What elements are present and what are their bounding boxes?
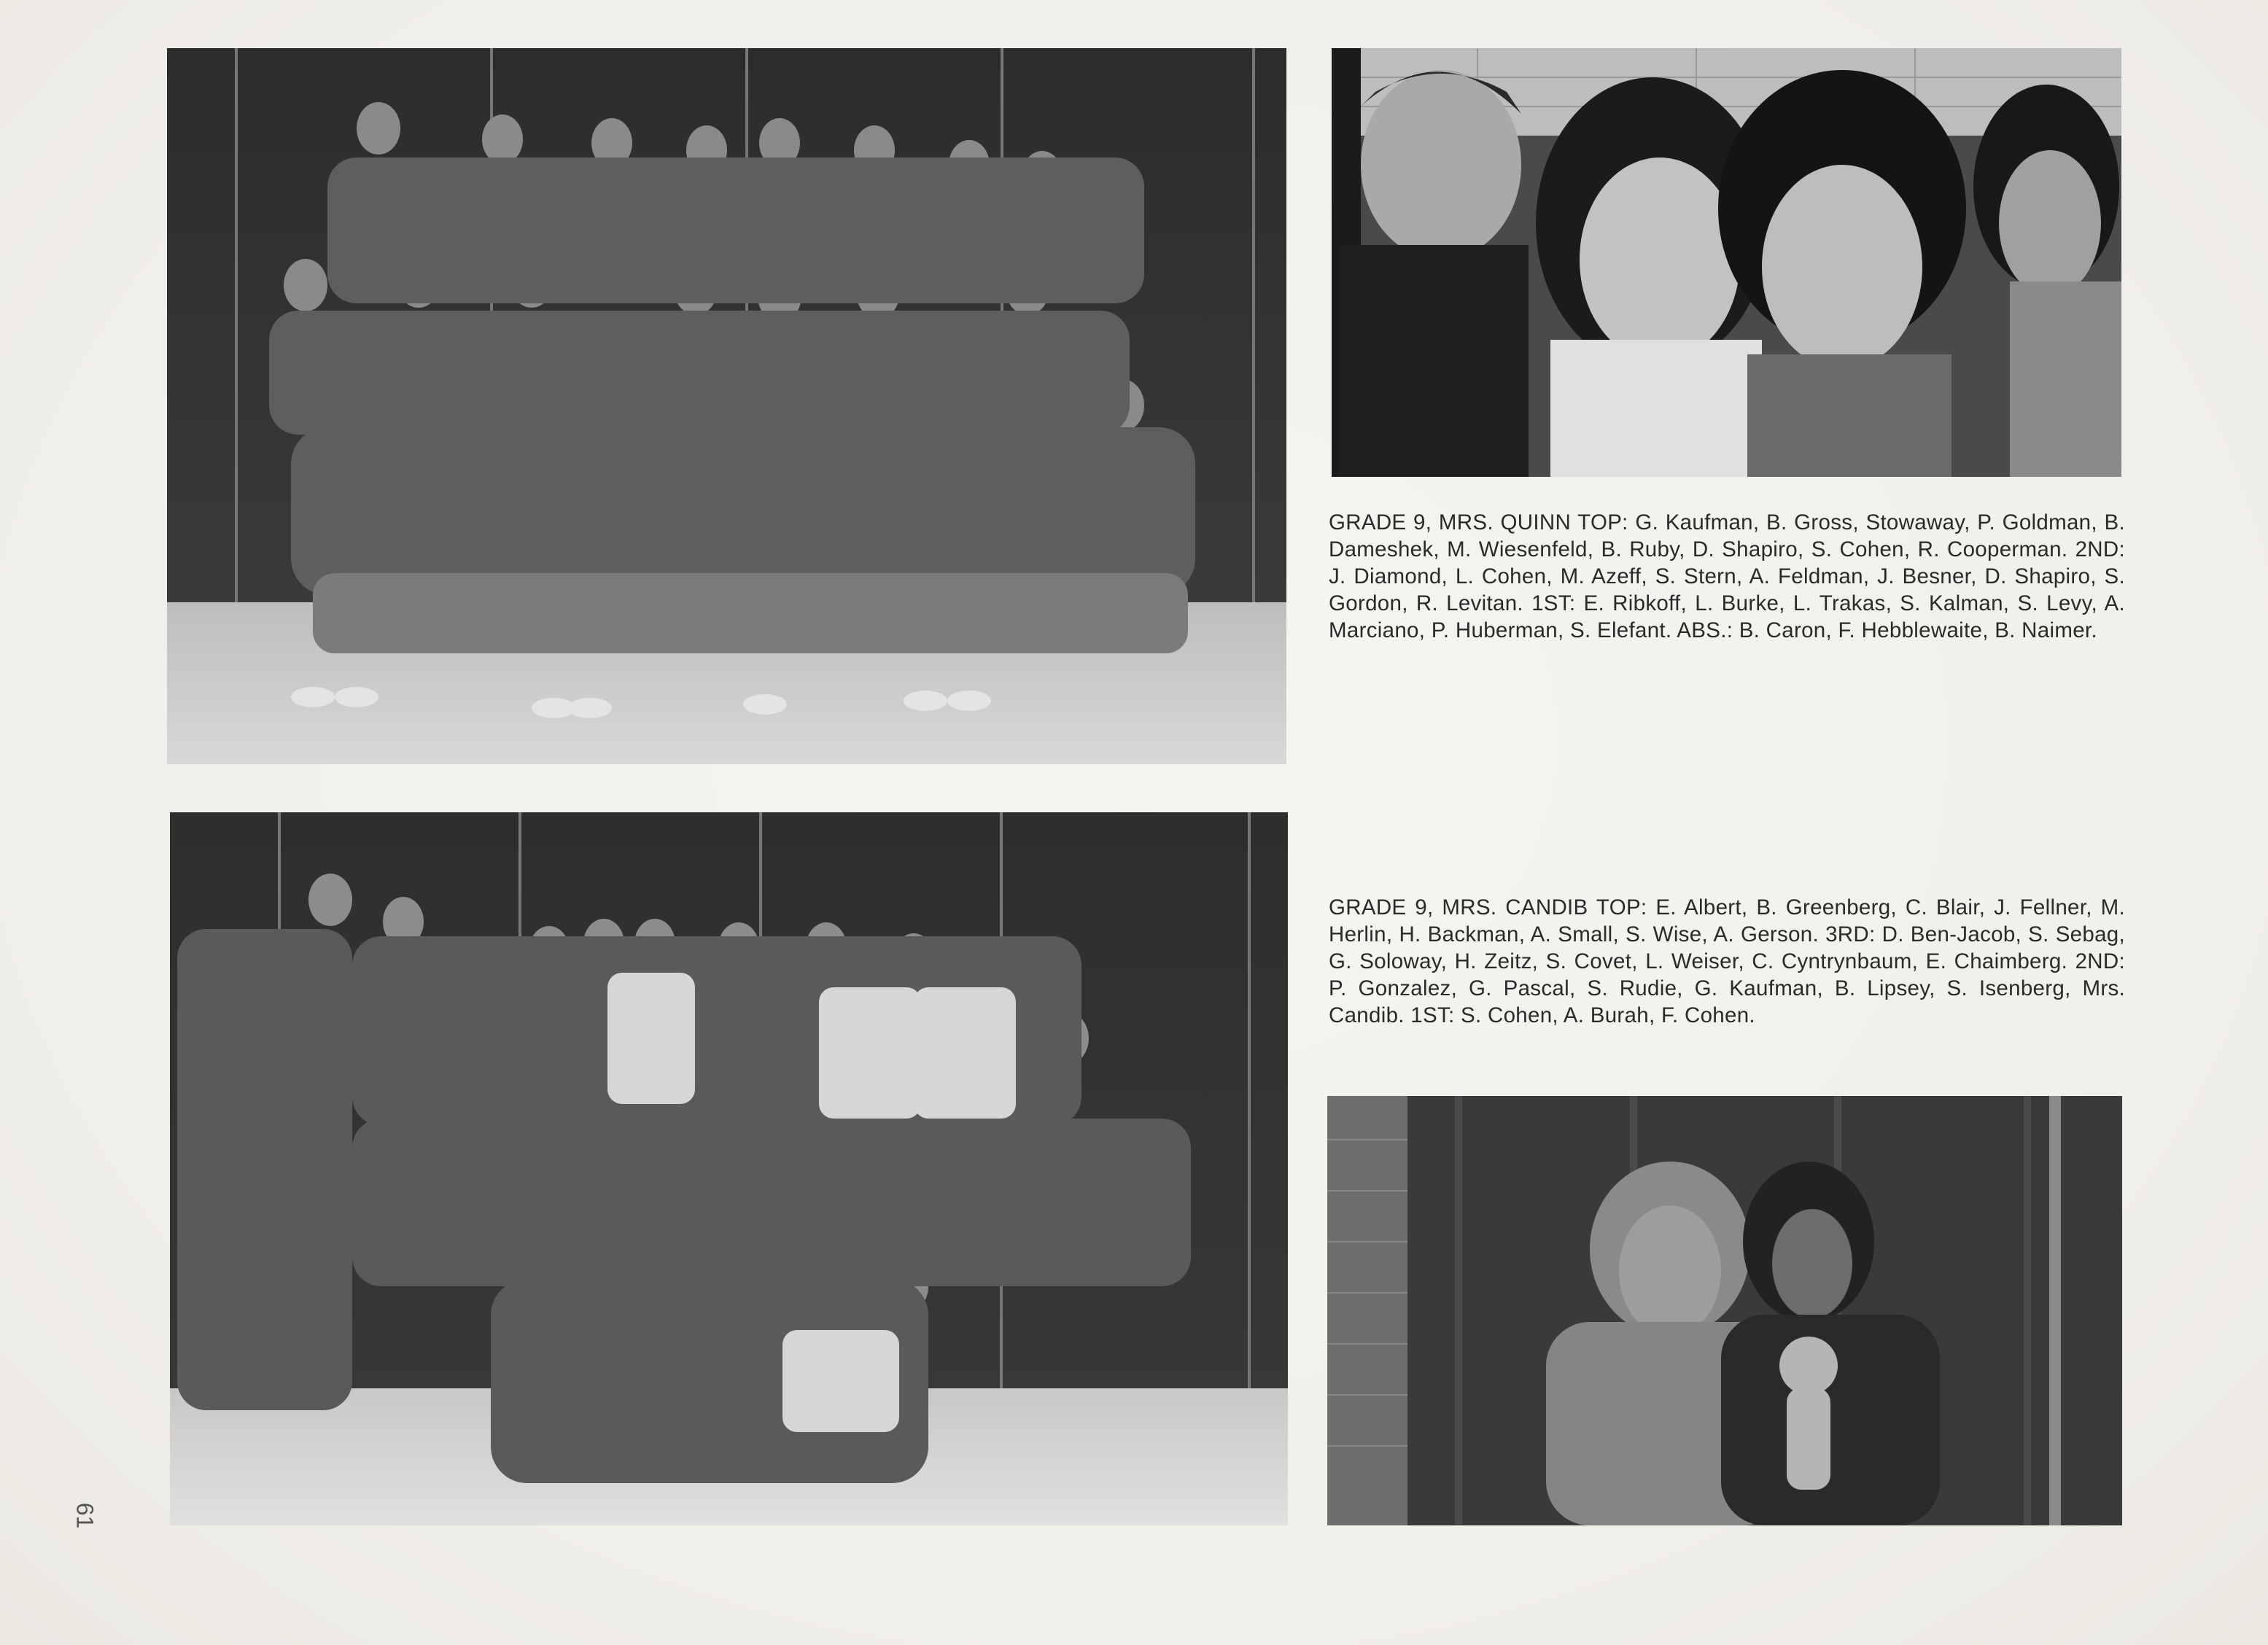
class-photo-quinn [167,48,1286,764]
caption-grade9-candib: GRADE 9, MRS. CANDIB TOP: E. Albert, B. Greenberg, C. Blair, J. Fellner, M. Herlin, H. Backman, A. Small, S. Wise, A. Gerson. 3RD: D. Ben-Jacob, S. Sebag, G. Soloway, H. Zeitz, S. Covet, L. Weiser, C. Cyntrynbaum, E. Chaimberg. 2ND: P. Gonzalez, G. Pascal, S. Rudie, G. Kaufman, B. Lipsey, S. Isenberg, Mrs. Candib. 1ST: S. Cohen, A. Burah, F. Cohen. [1329,895,2125,1027]
class-photo-candib [170,812,1288,1525]
candid-photo-two-students [1327,1096,2122,1525]
candid-photo-students [1332,48,2121,477]
caption-grade9-quinn: GRADE 9, MRS. QUINN TOP: G. Kaufman, B. Gross, Stowaway, P. Goldman, B. Dameshek, M. Wiesenfeld, B. Ruby, D. Shapiro, S. Cohen, R. Cooperman. 2ND: J. Diamond, L. Cohen, M. Azeff, S. Stern, A. Feldman, J. Besner, D. Shapiro, S. Gordon, R. Levitan. 1ST: E. Ribkoff, L. Burke, L. Trakas, S. Kalman, S. Levy, A. Marciano, P. Huberman, S. Elefant. ABS.: B. Caron, F. Hebblewaite, B. Naimer. [1329,510,2125,642]
page-number: 61 [71,1502,98,1529]
